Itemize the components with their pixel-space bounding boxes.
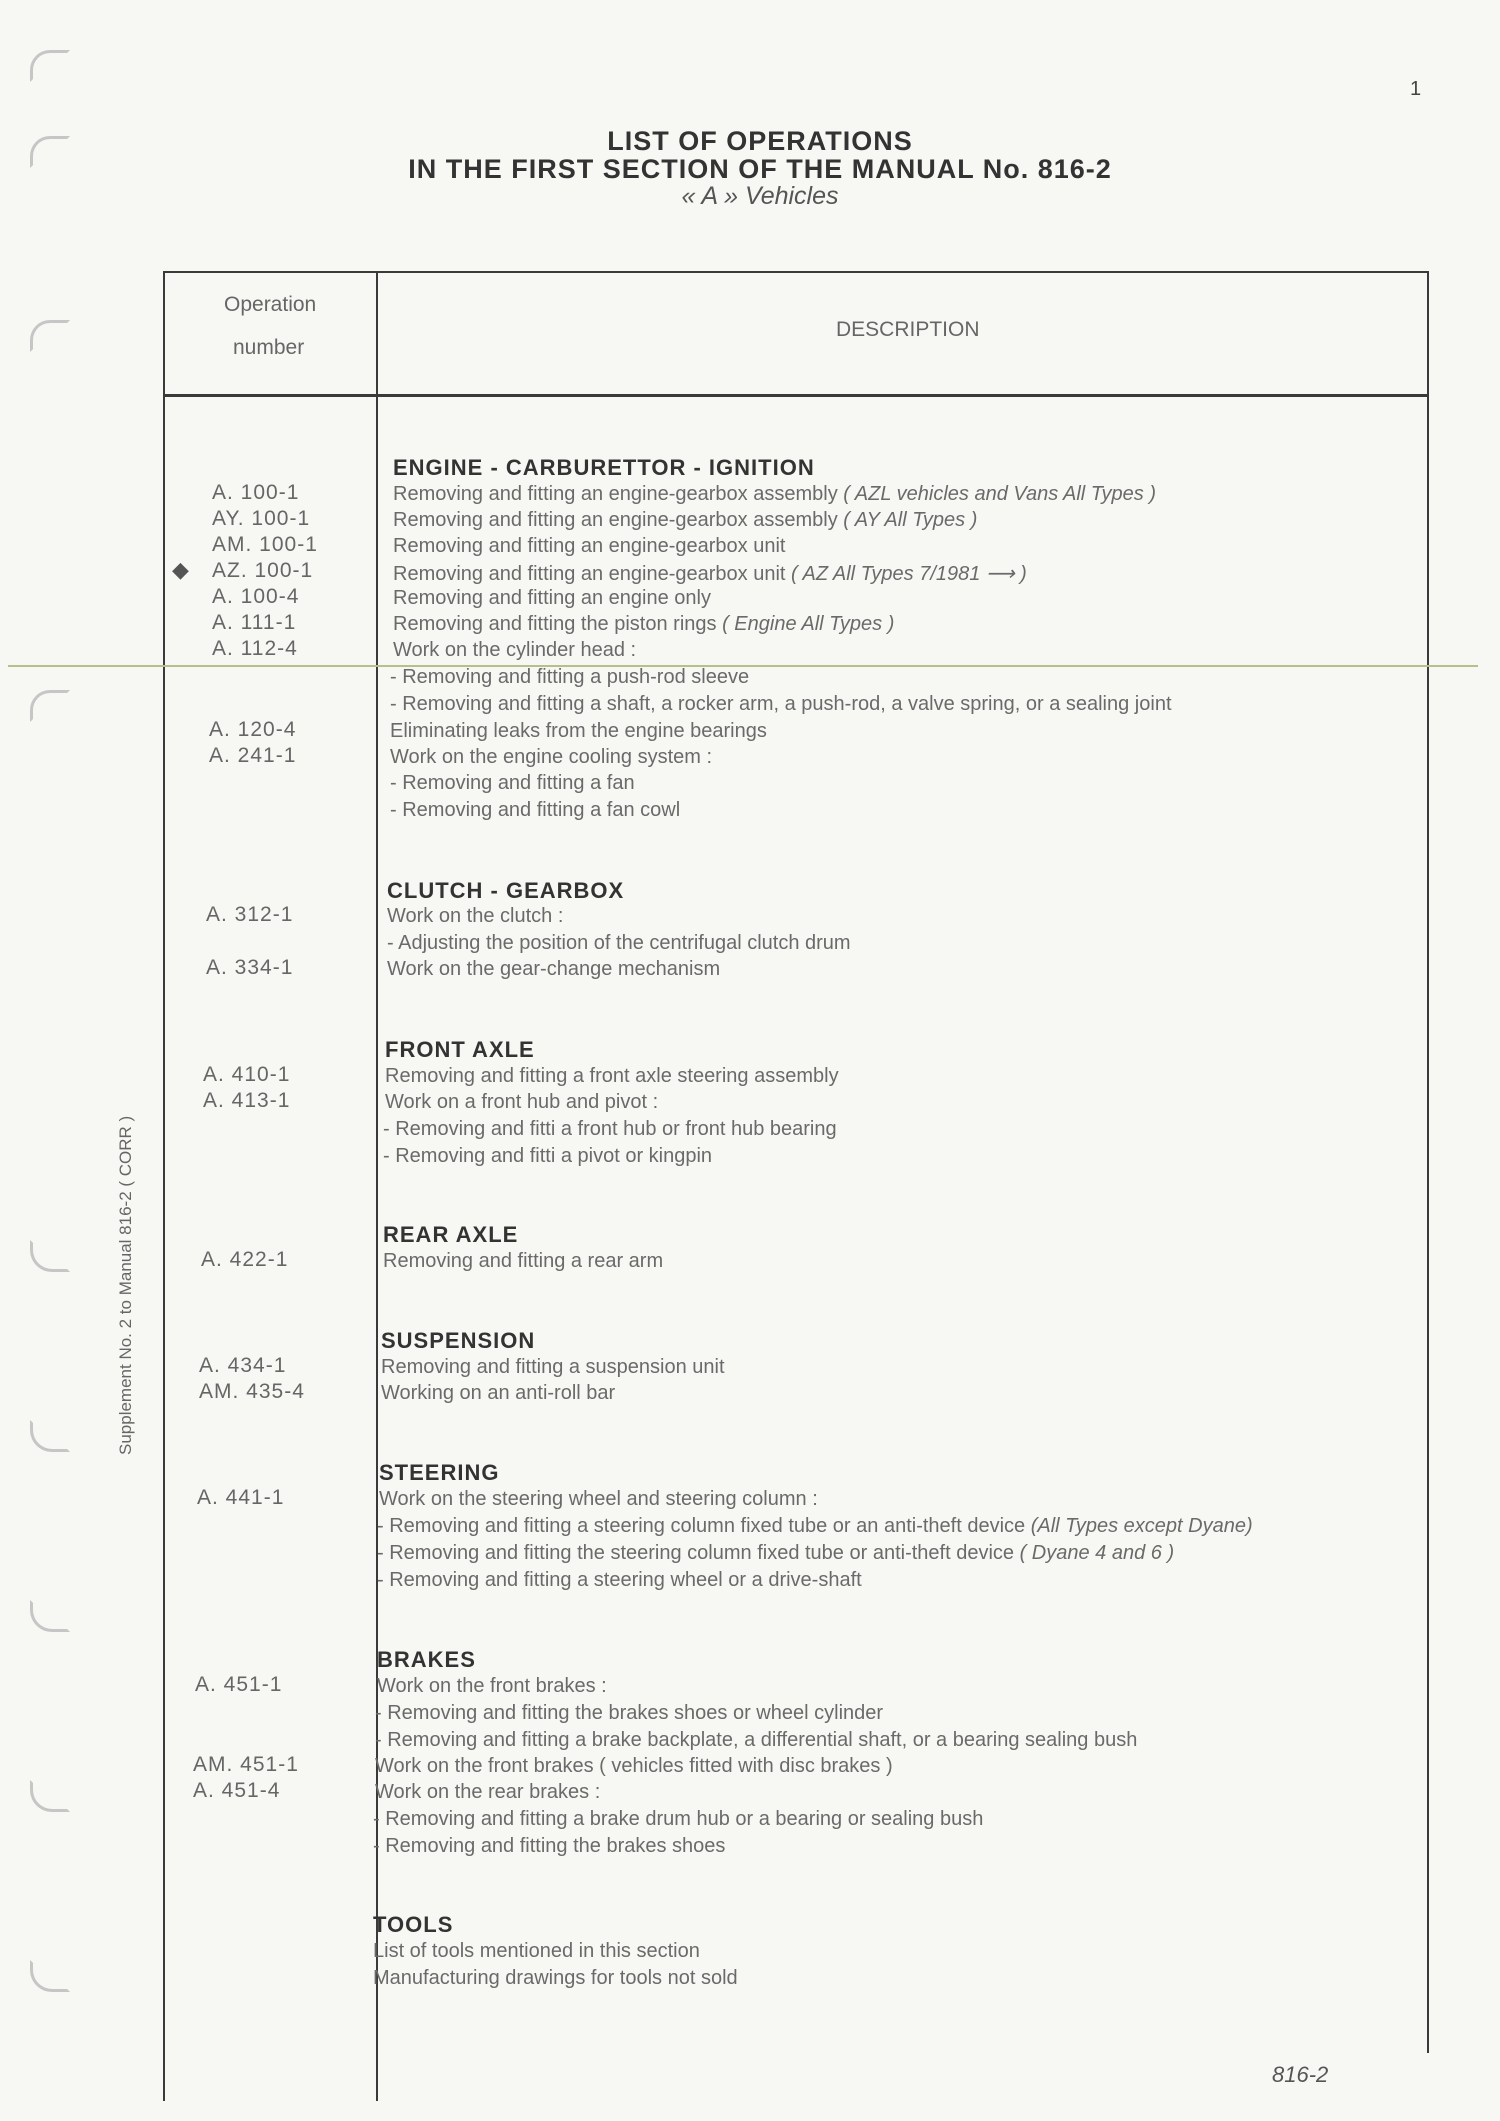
binder-mark [30,320,70,352]
operation-description: Work on a front hub and pivot : [385,1091,659,1113]
footer-manual-number: 816-2 [1272,2062,1329,2087]
operation-description: - Removing and fitting a shaft, a rocker arm, a push-rod, a valve spring, or a sealing joint [390,693,1172,715]
binder-mark [30,690,70,722]
operation-code: A. 413-1 [203,1089,291,1112]
operation-code: A. 112-4 [212,637,298,660]
section-title-steering: STEERING [379,1460,500,1485]
operation-code: A. 241-1 [209,744,297,767]
operation-code: A. 410-1 [203,1063,291,1086]
operation-description: List of tools mentioned in this section [373,1940,700,1962]
operation-description: - Removing and fitting a brake drum hub or a bearing or sealing bush [373,1808,984,1830]
operation-description: - Removing and fitti a front hub or front hub bearing [383,1118,837,1140]
operation-description: Removing and fitting a rear arm [383,1250,664,1272]
table-border-top [163,271,1429,273]
binder-mark [30,1240,70,1272]
operation-description: Working on an anti-roll bar [381,1382,616,1404]
operation-description: - Removing and fitting the brakes shoes [373,1835,726,1857]
title-line-3: « A » Vehicles [681,182,839,210]
operation-description: - Removing and fitting a push-rod sleeve [390,666,750,688]
operation-description: Work on the cylinder head : [393,639,637,661]
page-number: 1 [1410,78,1422,100]
column-header-description: DESCRIPTION [836,318,980,341]
binder-mark [30,1960,70,1992]
operation-description: Removing and fitting an engine only [393,587,711,609]
operation-description: - Removing and fitting a fan cowl [390,799,681,821]
operation-code: A. 120-4 [209,718,297,741]
operation-description: - Removing and fitting a brake backplate, a differential shaft, or a bearing sealing bush [375,1729,1138,1751]
operation-description: Removing and fitting an engine-gearbox unit [393,535,786,557]
column-header-operation: Operation [224,293,317,316]
operation-description: - Removing and fitting a steering wheel or a drive-shaft [377,1569,862,1591]
operation-code: A. 441-1 [197,1486,285,1509]
section-title-rear-axle: REAR AXLE [383,1222,519,1247]
operation-description: Removing and fitting the piston rings ( Engine All Types ) [393,613,895,635]
operation-description: Work on the clutch : [387,905,564,927]
operation-code: A. 100-1 [212,481,300,504]
operation-description: - Removing and fitti a pivot or kingpin [383,1145,713,1167]
operation-code: A. 451-1 [195,1673,283,1696]
title-line-1: LIST OF OPERATIONS [607,126,913,156]
operation-description: Removing and fitting a front axle steering assembly [385,1065,839,1087]
operation-description: Eliminating leaks from the engine bearings [390,720,767,742]
operation-code: A. 100-4 [212,585,300,608]
binder-mark [30,50,70,82]
operation-code: AZ. 100-1 [212,559,314,582]
diamond-icon: ◆ [172,557,189,582]
section-title-tools: TOOLS [373,1912,454,1937]
table-header-divider [163,394,1429,397]
margin-supplement-note: Supplement No. 2 to Manual 816-2 ( CORR ) [116,1115,135,1455]
table-border-right [1427,273,1429,2053]
binder-mark [30,1780,70,1812]
table-border-left [163,271,165,2101]
operation-description: Removing and fitting an engine-gearbox unit ( AZ All Types 7/1981 ⟶ ) [393,563,1027,585]
operation-description: Work on the front brakes : [377,1675,607,1697]
operation-description: Work on the steering wheel and steering column : [379,1488,818,1510]
operation-description: Manufacturing drawings for tools not sold [373,1967,738,1989]
operation-description: Removing and fitting an engine-gearbox assembly ( AY All Types ) [393,509,978,531]
operation-code: A. 312-1 [206,903,294,926]
column-header-number: number [233,336,305,359]
operation-code: AM. 435-4 [199,1380,305,1403]
operation-description: Work on the rear brakes : [375,1781,601,1803]
operation-description: - Removing and fitting a steering column fixed tube or an anti-theft device (All Types except Dyane) [377,1515,1253,1537]
operation-description: Work on the engine cooling system : [390,746,713,768]
operation-code: A. 451-4 [193,1779,281,1802]
binder-mark [30,1420,70,1452]
binder-mark [30,136,70,168]
binder-mark [30,1600,70,1632]
operation-code: A. 434-1 [199,1354,287,1377]
operation-description: - Removing and fitting a fan [390,772,635,794]
operation-description: Work on the gear-change mechanism [387,958,721,980]
section-title-engine: ENGINE - CARBURETTOR - IGNITION [393,455,815,480]
section-title-clutch: CLUTCH - GEARBOX [387,878,625,903]
section-title-suspension: SUSPENSION [381,1328,536,1353]
operation-code: A. 422-1 [201,1248,289,1271]
operation-description: Removing and fitting a suspension unit [381,1356,725,1378]
operation-description: - Removing and fitting the brakes shoes or wheel cylinder [375,1702,884,1724]
operation-description: - Adjusting the position of the centrifugal clutch drum [387,932,851,954]
operation-description: Work on the front brakes ( vehicles fitted with disc brakes ) [375,1755,893,1777]
operation-code: AM. 100-1 [212,533,318,556]
operation-description: Removing and fitting an engine-gearbox assembly ( AZL vehicles and Vans All Types ) [393,483,1157,505]
title-line-2: IN THE FIRST SECTION OF THE MANUAL No. 816-2 [408,154,1112,184]
operation-code: A. 334-1 [206,956,294,979]
operation-code: A. 111-1 [212,611,297,634]
operation-code: AM. 451-1 [193,1753,299,1776]
operation-description: - Removing and fitting the steering column fixed tube or anti-theft device ( Dyane 4 and 6 ) [377,1542,1175,1564]
operation-code: AY. 100-1 [212,507,311,530]
section-title-brakes: BRAKES [377,1647,476,1672]
section-title-front-axle: FRONT AXLE [385,1037,535,1062]
